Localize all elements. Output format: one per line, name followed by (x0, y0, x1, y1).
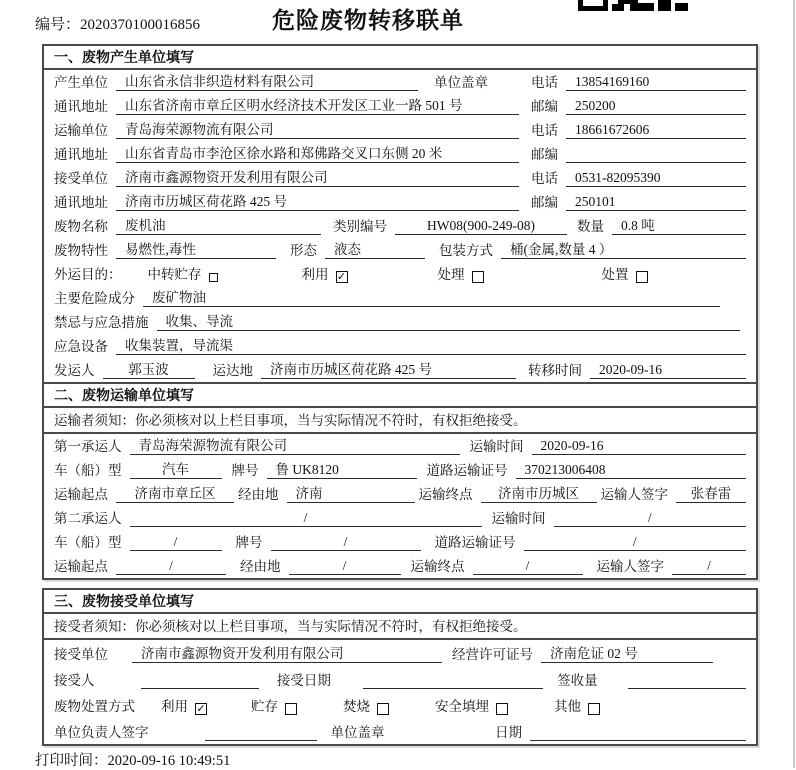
phone-label: 电话 (531, 123, 558, 138)
transporter-sign-label: 运输人签字 (596, 559, 664, 574)
emergency-label: 禁忌与应急措施 (54, 315, 149, 330)
pack-field: 桶(金属,数量 4 ） (501, 242, 746, 259)
route-end-label: 运输终点 (418, 487, 473, 502)
destination-field: 济南市历城区荷花路 425 号 (261, 362, 516, 379)
row-receive-address (44, 190, 756, 214)
zip-label: 邮编 (531, 99, 558, 114)
receiver-notice: 接受者须知：你必须核对以上栏目事项，当与实际情况不符时，有权拒绝接受。 (44, 614, 756, 640)
row-transport-address (44, 142, 756, 166)
row-producer (44, 70, 756, 94)
receive-phone-field: 0531-82095390 (566, 170, 746, 187)
form-box-receiver (42, 588, 758, 746)
responsible-sign-field (205, 740, 317, 741)
waste-qty-label: 数量 (577, 219, 604, 234)
route-start-label: 运输起点 (54, 487, 108, 502)
road-license-label: 道路运输证号 (434, 535, 516, 550)
sign-qty-label: 签收量 (557, 673, 598, 688)
producer-zip-field: 250200 (566, 98, 746, 115)
section1-title: 一、废物产生单位填写 (44, 46, 756, 70)
print-time-value: 2020-09-16 10:49:51 (107, 753, 231, 769)
row-receive-unit3 (44, 640, 756, 666)
hazard-label: 主要危险成分 (54, 291, 135, 306)
option-use-label: 利用 (301, 267, 329, 282)
disposal-incinerate-label: 焚烧 (343, 699, 370, 714)
form-label: 形态 (290, 243, 317, 258)
checkbox-dispose (636, 271, 648, 283)
checkbox-disposal-store (285, 703, 297, 715)
transport-time-label: 运输时间 (491, 511, 546, 526)
row-acceptor (44, 666, 756, 692)
option-dispose-label: 处置 (601, 267, 629, 282)
option-transit-storage-label: 中转贮存 (147, 267, 202, 282)
route-start-field: 济南市章丘区 (116, 486, 234, 503)
qr-module (658, 0, 671, 11)
transport-unit-label: 运输单位 (54, 123, 108, 138)
route-via-label: 经由地 (240, 559, 281, 574)
route-end2-field: / (473, 558, 583, 575)
row-route2 (44, 554, 756, 578)
qr-module (630, 3, 654, 11)
qr-module (675, 3, 688, 11)
row-responsible-signature (44, 718, 756, 744)
character-label: 废物特性 (54, 243, 108, 258)
transport-time-label: 运输时间 (469, 439, 524, 454)
checkbox-treat (472, 271, 484, 283)
row-emergency-measures (44, 310, 756, 334)
route-end-label: 运输终点 (410, 559, 465, 574)
row-vehicle1 (44, 458, 756, 482)
responsible-sign-label: 单位负责人签字 (54, 725, 149, 740)
seal-label: 单位盖章 (330, 725, 385, 740)
sign-qty-field (628, 688, 746, 689)
window-edge (793, 0, 795, 768)
seal-label: 单位盖章 (434, 75, 488, 90)
transport-zip-field (566, 162, 746, 163)
vehicle-type-label: 车（船）型 (54, 463, 122, 478)
row-carrier1 (44, 434, 756, 458)
waste-name-field: 废机油 (116, 218, 321, 235)
print-time-label: 打印时间： (35, 753, 108, 769)
checkbox-disposal-incinerate (377, 703, 389, 715)
dispatcher-field: 郭玉波 (103, 362, 195, 379)
checkbox-use: ✓ (336, 270, 347, 283)
qr-code-fragment-icon (578, 0, 690, 12)
carrier2-field: / (130, 510, 482, 527)
receive-unit3-field: 济南市鑫源物资开发利用有限公司 (132, 646, 442, 663)
waste-name-label: 废物名称 (54, 219, 108, 234)
checkbox-disposal-other (588, 703, 600, 715)
emergency-field: 收集、导流 (157, 314, 741, 331)
qr-module (612, 4, 624, 11)
date-label: 日期 (495, 725, 522, 740)
route-via2-field: / (289, 558, 401, 575)
form-field: 液态 (325, 242, 425, 259)
disposal-store-label: 贮存 (251, 699, 278, 714)
transport-address-field: 山东省青岛市李沧区徐水路和郑佛路交叉口东侧 20 米 (116, 146, 519, 163)
waste-code-field: HW08(900-249-08) (395, 218, 567, 235)
row-disposal-method (44, 692, 756, 718)
qr-module (578, 0, 608, 11)
plate2-field: / (271, 534, 421, 551)
transport-time-field: 2020-09-16 (532, 438, 747, 455)
disposal-other-label: 其他 (554, 699, 581, 714)
road-license-label: 道路运输证号 (426, 463, 508, 478)
purpose-label: 外运目的： (54, 267, 122, 282)
route-end-field: 济南市历城区 (481, 486, 597, 503)
plate-label: 牌号 (231, 463, 259, 478)
receive-address-field: 济南市历城区荷花路 425 号 (116, 194, 519, 211)
transport-phone-field: 18661672606 (566, 122, 746, 139)
producer-value-field: 山东省永信非织造材料有限公司 (116, 74, 418, 91)
carrier2-label: 第二承运人 (54, 511, 122, 526)
route-start-label: 运输起点 (54, 559, 108, 574)
serial-label: 编号： (35, 17, 81, 33)
row-vehicle2 (44, 530, 756, 554)
transfer-time-label: 转移时间 (528, 363, 582, 378)
row-transport-unit (44, 118, 756, 142)
receive-unit-label: 接受单位 (54, 647, 108, 662)
row-dispatch (44, 358, 756, 382)
section2-title: 二、废物运输单位填写 (44, 382, 756, 408)
destination-label: 运达地 (212, 363, 253, 378)
phone-label: 电话 (531, 171, 558, 186)
vehicle-type-label: 车（船）型 (54, 535, 122, 550)
address-label: 通讯地址 (54, 99, 108, 114)
character-field: 易燃性,毒性 (116, 242, 276, 259)
disposal-label: 废物处置方式 (54, 699, 135, 714)
accept-date-label: 接受日期 (276, 673, 331, 688)
receive-zip-field: 250101 (566, 194, 746, 211)
accept-date-field (363, 688, 543, 689)
route-via-label: 经由地 (238, 487, 279, 502)
checkbox-transit-storage (209, 273, 218, 282)
transport-unit-field: 青岛海荣源物流有限公司 (116, 122, 519, 139)
row-receive-unit (44, 166, 756, 190)
transporter-notice: 运输者须知：你必须核对以上栏目事项，当与实际情况不符时，有权拒绝接受。 (44, 408, 756, 434)
row-carrier2 (44, 506, 756, 530)
acceptor-label: 接受人 (54, 673, 95, 688)
pack-label: 包装方式 (439, 243, 493, 258)
row-waste-character (44, 238, 756, 262)
equipment-field: 收集装置，导流渠 (116, 338, 746, 355)
zip-label: 邮编 (531, 195, 558, 210)
waste-qty-field: 0.8 吨 (612, 218, 746, 235)
carrier1-field: 青岛海荣源物流有限公司 (130, 438, 460, 455)
receive-unit-label: 接受单位 (54, 171, 108, 186)
road-license-field: 370213006408 (516, 462, 747, 479)
dispatcher-label: 发运人 (54, 363, 95, 378)
document-header (0, 0, 796, 44)
plate-label: 牌号 (235, 535, 263, 550)
transport-time2-field: / (554, 510, 747, 527)
producer-address-field: 山东省济南市章丘区明水经济技术开发区工业一路 501 号 (116, 98, 519, 115)
row-emergency-equipment (44, 334, 756, 358)
section3-title: 三、废物接受单位填写 (44, 590, 756, 614)
receive-unit-field: 济南市鑫源物资开发利用有限公司 (116, 170, 519, 187)
phone-label: 电话 (531, 75, 558, 90)
vehicle-type-field: 汽车 (130, 462, 222, 479)
row-route1 (44, 482, 756, 506)
transporter-sign-field: 张春雷 (676, 486, 746, 503)
address-label: 通讯地址 (54, 195, 108, 210)
row-waste-info (44, 214, 756, 238)
carrier1-label: 第一承运人 (54, 439, 122, 454)
transporter-sign2-field: / (672, 558, 746, 575)
print-time (35, 749, 796, 770)
waste-code-label: 类别编号 (333, 219, 387, 234)
row-hazard-component (44, 286, 756, 310)
address-label: 通讯地址 (54, 147, 108, 162)
acceptor-field (141, 688, 259, 689)
page-title: 危险废物转移联单 (272, 7, 464, 33)
checkbox-disposal-use: ✓ (196, 702, 206, 715)
checkbox-disposal-landfill (496, 703, 508, 715)
hazard-field: 废矿物油 (143, 290, 720, 307)
option-treat-label: 处理 (437, 267, 465, 282)
serial-value: 2020370100016856 (80, 17, 201, 33)
road-license2-field: / (524, 534, 747, 551)
transporter-sign-label: 运输人签字 (600, 487, 668, 502)
business-license-field: 济南危证 02 号 (541, 646, 713, 663)
row-transfer-purpose (44, 262, 756, 286)
disposal-landfill-label: 安全填埋 (435, 699, 489, 714)
route-start2-field: / (116, 558, 226, 575)
transfer-time-field: 2020-09-16 (590, 362, 746, 379)
vehicle-type2-field: / (130, 534, 222, 551)
plate-field: 鲁 UK8120 (267, 462, 417, 479)
date-field (530, 740, 746, 741)
form-box-producer-transport (42, 44, 758, 580)
disposal-use-label: 利用 (161, 699, 188, 714)
producer-phone-field: 13854169160 (566, 74, 746, 91)
producer-label: 产生单位 (54, 75, 108, 90)
equipment-label: 应急设备 (54, 339, 108, 354)
route-via-field: 济南 (287, 486, 415, 503)
row-producer-address (44, 94, 756, 118)
business-license-label: 经营许可证号 (452, 647, 533, 662)
zip-label: 邮编 (531, 147, 558, 162)
